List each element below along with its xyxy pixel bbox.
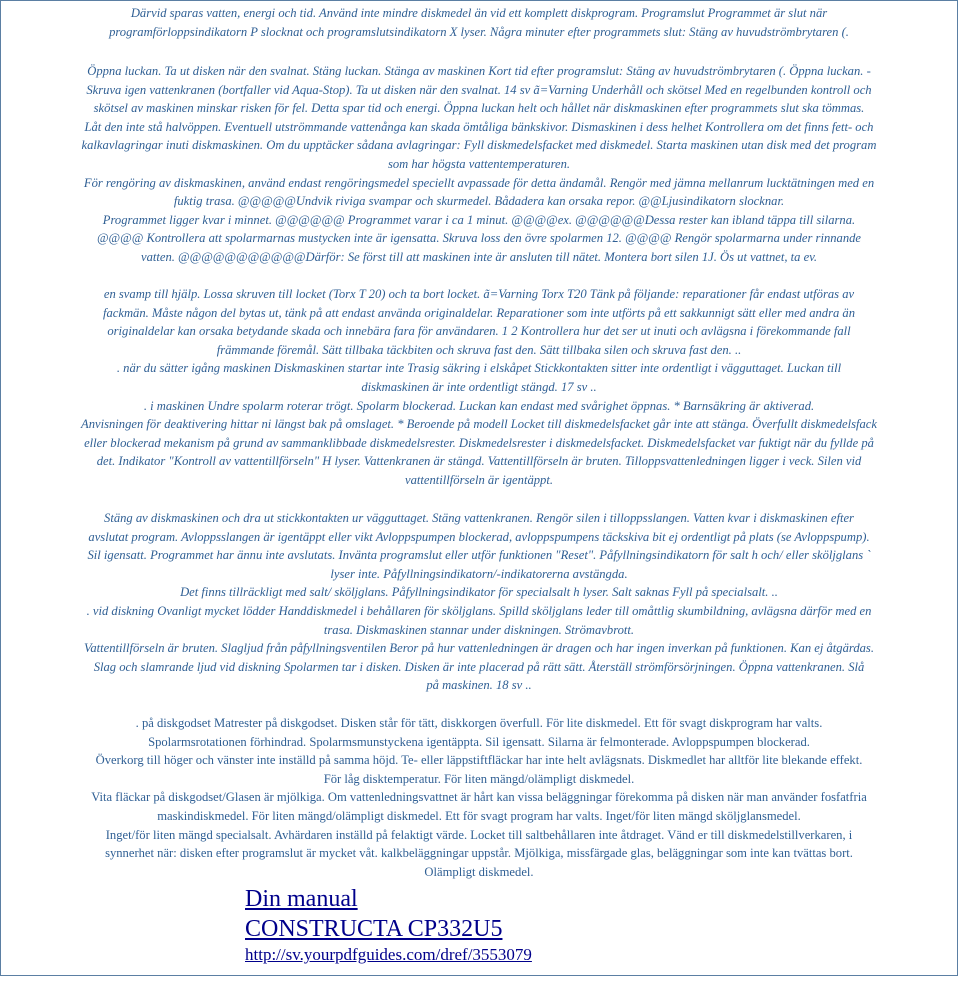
text-block-3 <box>3 285 955 490</box>
text-line: @@@@ Kontrollera att spolarmarnas mustycken inte är igensatta. Skruva loss den övre spolarmen 12. @@@@ Rengör spolarmarna under rinnande <box>96 231 862 246</box>
text-line: Olämpligt diskmedel. <box>424 864 534 879</box>
text-line: en svamp till hjälp. Lossa skruven till locket (Torx T 20) och ta bort locket. ã=Varning Torx T20 Tänk på följande: reparationer får endast utföras av <box>103 287 855 301</box>
text-line: Skruva igen vattenkranen (bortfaller vid Aqua-Stop). Ta ut disken när den svalnat. 14 sv ã=Varning Underhåll och skötsel Med en regelbunden kontroll och <box>86 82 872 97</box>
text-line: För låg disktemperatur. För liten mängd/olämpligt diskmedel. <box>323 771 635 786</box>
text-line: på maskinen. 18 sv .. <box>426 678 532 693</box>
text-line: Vattentillförseln är bruten. Slagljud från påfyllningsventilen Beror på hur vattenledningen är dragen och har ingen inverkan på funktionen. Kan ej åtgärdas. <box>84 641 874 656</box>
text-block-1 <box>3 4 955 41</box>
text-line: vatten. @@@@@@@@@@@Därför: Se först till att maskinen inte är ansluten till nätet. Montera bort silen 1J. Ös ut vattnet, ta ev. <box>140 249 818 264</box>
text-line: Låt den inte stå halvöppen. Eventuell utströmmande vattenånga kan skada ömtåliga bänkskivor. Dismaskinen i dess helhet Kontrollera om det finns fett- och <box>84 119 874 134</box>
text-line: skötsel av maskinen minskar risken för fel. Detta spar tid och energi. Öppna luckan helt och hållet när diskmaskinen efter programmets slut ska tömmas. <box>93 101 865 116</box>
model-link[interactable]: CONSTRUCTA CP332U5 <box>245 916 503 942</box>
text-line: Anvisningen för deaktivering hittar ni längst bak på omslaget. * Beroende på modell Locket till diskmedelsfacket går inte att stänga. Överfullt diskmedelsfack <box>81 417 877 432</box>
text-line: Sil igensatt. Programmet har ännu inte avslutats. Invänta programslut eller utför funktionen "Reset". Påfyllningsindikatorn för salt h och/ eller sköljglans ` <box>87 548 871 563</box>
text-line: . vid diskning Ovanligt mycket lödder Handdiskmedel i behållaren för sköljglans. Spilld sköljglans leder till omåttlig skumbildning, avlägsna därför med en <box>86 603 872 618</box>
text-line: det. Indikator "Kontroll av vattentillförseln" H lyser. Vattenkranen är stängd. Vattentillförseln är bruten. Tilloppsvattenledningen ligger i veck. Silen vid <box>96 454 862 469</box>
text-line: Inget/för liten mängd specialsalt. Avhärdaren inställd på felaktigt värde. Locket till saltbehållaren inte åtdraget. Vänd er till diskmedelstillverkaren, i <box>105 827 853 842</box>
text-line: fuktig trasa. @@@@@Undvik riviga svampar och skurmedel. Bådadera kan orsaka repor. @@Ljusindikatorn slocknar. <box>173 194 785 209</box>
text-line: lyser inte. Påfyllningsindikatorn/-indikatorerna avstängda. <box>330 566 628 581</box>
text-line: fackmän. Måste någon del bytas ut, tänk på att endast använda originaldelar. Reparationer som inte utförts på ett sakkunnigt sätt eller med andra än <box>102 305 856 320</box>
text-line: Programmet ligger kvar i minnet. @@@@@@ Programmet varar i ca 1 minut. @@@@ex. @@@@@@Dessa rester kan ibland täppa till silarna. <box>102 212 856 227</box>
text-line: maskindiskmedel. För liten mängd/olämpligt diskmedel. Ett för svagt program har valts. Inget/för liten mängd sköljglansmedel. <box>157 808 801 823</box>
footer-links <box>245 884 532 966</box>
text-line: Stäng av diskmaskinen och dra ut stickkontakten ur vägguttaget. Stäng vattenkranen. Rengör silen i tilloppsslangen. Vatten kvar i diskmaskinen efter <box>104 511 854 525</box>
text-line: vattentillförseln är igentäppt. <box>405 472 553 487</box>
text-block-4 <box>3 509 955 695</box>
text-line: som har högsta vattentemperaturen. <box>387 156 571 171</box>
text-line: trasa. Diskmaskinen stannar under diskningen. Strömavbrott. <box>323 622 635 637</box>
text-line: För rengöring av diskmaskinen, använd endast rengöringsmedel speciellt avpassade för detta ändamål. Rengör med jämna mellanrum lucktätningen med en <box>83 175 875 190</box>
text-block-5 <box>3 714 955 881</box>
text-line: diskmaskinen är inte ordentligt stängd. 17 sv .. <box>361 379 597 394</box>
text-line: Spolarmsrotationen förhindrad. Spolarmsmunstyckena igentäppta. Sil igensatt. Silarna är felmonterade. Avloppspumpen blockerad. <box>148 734 810 749</box>
text-line: . i maskinen Undre spolarm roterar trögt. Spolarm blockerad. Luckan kan endast med svårighet öppnas. * Barnsäkring är aktiverad. <box>143 398 815 413</box>
text-block-2 <box>3 62 955 267</box>
text-line: Vita fläckar på diskgodset/Glasen är mjölkiga. Om vattenledningsvattnet är hårt kan vissa beläggningar förekomma på disken när man använder fosfatfria <box>91 790 867 805</box>
text-line: Överkorg till höger och vänster inte inställd på samma höjd. Te- eller läppstiftfläckar har inte helt avlägsnats. Diskmedlet har alltför lite blekande effekt. <box>95 753 863 768</box>
text-line: avslutat program. Avloppsslangen är igentäppt eller vikt Avloppspumpen blockerad, avloppspumpens täckskiva bit ej ordentligt på plats (se Avloppspump). <box>88 529 870 544</box>
text-line: programförloppsindikatorn P slocknat och programslutsindikatorn X lyser. Några minuter efter programmets slut: Stäng av huvudströmbrytaren (. <box>109 24 849 39</box>
text-line: Öppna luckan. Ta ut disken när den svalnat. Stäng luckan. Stänga av maskinen Kort tid efter programslut: Stäng av huvudströmbrytaren (. Öppna luckan. - <box>87 64 871 78</box>
text-line: Därvid sparas vatten, energi och tid. Använd inte mindre diskmedel än vid ett komplett diskprogram. Programslut Programmet är slut när <box>130 6 828 20</box>
text-line: främmande föremål. Sätt tillbaka täckbiten och skruva fast den. Sätt tillbaka silen och skruva fast den. .. <box>216 342 742 357</box>
text-line: synnerhet när: disken efter programslut är mycket våt. kalkbeläggningar uppstår. Mjölkiga, missfärgade glas, beläggningar som inte kan tvättas bort. <box>105 846 853 861</box>
text-line: kalkavlagringar inuti diskmaskinen. Om du upptäcker sådana avlagringar: Fyll diskmedelsfacket med diskmedel. Starta maskinen utan disk med det program <box>81 138 877 153</box>
url-link[interactable]: http://sv.yourpdfguides.com/dref/3553079 <box>245 945 532 964</box>
text-line: Slag och slamrande ljud vid diskning Spolarmen tar i disken. Disken är inte placerad på rätt sätt. Återställ strömförsörjningen. Öppna vattenkranen. Slå <box>93 659 865 674</box>
text-line: . på diskgodset Matrester på diskgodset. Disken står för tätt, diskkorgen överfull. För lite diskmedel. Ett för svagt diskprogram har valts. <box>135 716 823 730</box>
text-line: . när du sätter igång maskinen Diskmaskinen startar inte Trasig säkring i elskåpet Stickkontakten sitter inte ordentligt i vägguttaget. Luckan till <box>116 361 842 376</box>
text-line: eller blockerad mekanism på grund av sammanklibbade diskmedelsrester. Diskmedelsrester i diskmedelsfacket. Diskmedelsfacket var fuktigt när du fyllde på <box>84 435 874 450</box>
manual-title-link[interactable]: Din manual <box>245 886 358 912</box>
text-line: originaldelar kan orsaka betydande skada och innebära fara för användaren. 1 2 Kontrollera hur det ser ut inuti och avlägsna i förekommande fall <box>107 324 851 339</box>
text-line: Det finns tillräckligt med salt/ sköljglans. Påfyllningsindikator för specialsalt h lyser. Salt saknas Fyll på specialsalt. .. <box>180 585 778 600</box>
